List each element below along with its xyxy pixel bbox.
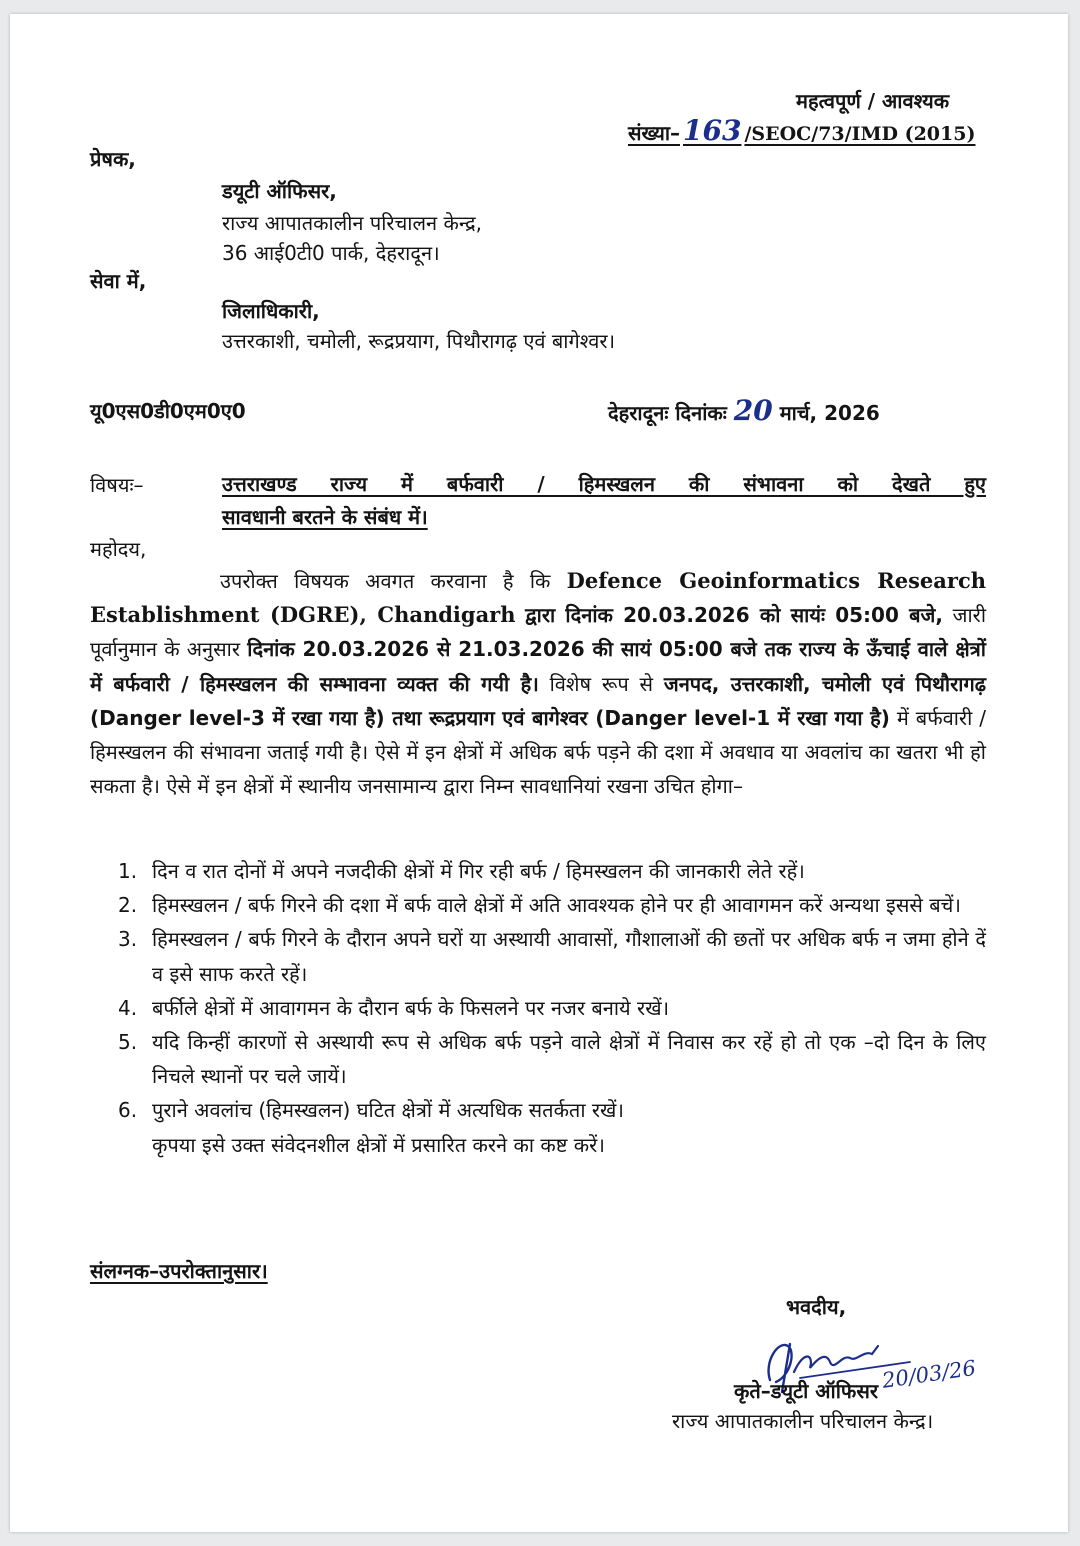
body-especially: विशेष रूप से [549, 671, 654, 696]
ref-suffix: /SEOC/73/IMD (2015) [744, 123, 976, 145]
recipient-districts: उत्तरकाशी, चमोली, रूद्रप्रयाग, पिथौरागढ़ एवं बागेश्वर। [222, 329, 616, 353]
sender-org: राज्य आपातकालीन परिचालन केन्द्र, [222, 211, 483, 235]
sender-title: डयूटी ऑफिसर, [222, 179, 337, 203]
list-item: 2. हिमस्खलन / बर्फ गिरने की दशा में बर्फ वाले क्षेत्रों में अति आवश्यक होने पर ही आवागमन करें अन्यथा इससे बचें। [118, 893, 961, 918]
ref-number-handwritten: 163 [683, 114, 742, 147]
salutation: महोदय, [90, 537, 147, 561]
priority-label: महत्वपूर्ण / आवश्यक [796, 89, 950, 113]
date-day-handwritten: 20 [733, 394, 773, 427]
recipient-title: जिलाधिकारी, [222, 299, 320, 323]
list-item: 5. यदि किन्हीं कारणों से अस्थायी रूप से अधिक बर्फ पड़ने वाले क्षेत्रों में निवास कर रहें हो तो एक –दो दिन के लिए निचले स्थानों पर चले जायें। [118, 1030, 986, 1089]
ref-prefix: संख्या– [628, 121, 680, 145]
precautions-list [118, 854, 986, 1162]
list-item: 3. हिमस्खलन / बर्फ गिरने के दौरान अपने घरों या अस्थायी आवासों, गौशालाओं की छतों पर अधिक बर्फ न जमा होने दें व इसे साफ करते रहें। [118, 927, 986, 986]
signatory-designation: कृते–डयूटी ऑफिसर [734, 1379, 879, 1403]
yours-faithfully: भवदीय, [786, 1295, 847, 1319]
body-forecast-intro: जारी पूर्वानुमान के अनुसार [90, 603, 987, 662]
closing-request: कृपया इसे उक्त संवेदनशील क्षेत्रों में प्रसारित करने का कष्ट करें। [152, 1132, 605, 1157]
recipient-label: सेवा में, [90, 269, 147, 293]
list-item: 6. पुराने अवलांच (हिमस्खलन) घटित क्षेत्रों में अत्यधिक सतर्कता रखें। [118, 1098, 624, 1123]
department-code: यू0एस0डी0एम0ए0 [90, 399, 246, 423]
signature-date: 20/03/26 [880, 1355, 978, 1393]
subject-line-2: सावधानी बरतने के संबंध में। [222, 505, 428, 529]
subject-label: विषयः– [90, 473, 144, 497]
body-organisation: Defence Geoinformatics Research Establishment (DGRE), Chandigarh [90, 568, 986, 628]
letter-page [10, 14, 1068, 1532]
body-paragraph [90, 564, 986, 803]
sender-label: प्रेषक, [90, 147, 136, 171]
list-item: 4. बर्फीले क्षेत्रों में आवागमन के दौरान बर्फ के फिसलने पर नजर बनाये रखें। [118, 995, 670, 1020]
subject-line-1: उत्तराखण्ड राज्य में बर्फवारी / हिमस्खलन की संभावना को देखते हुए [222, 472, 986, 496]
date-prefix: देहरादूनः दिनांकः [608, 401, 727, 425]
date-rest: मार्च, 2026 [779, 401, 880, 425]
reference-number [628, 114, 975, 151]
enclosure-note: संलग्नक–उपरोक्तानुसार। [90, 1259, 268, 1283]
list-item: 1. दिन व रात दोनों में अपने नजदीकी क्षेत्रों में गिर रही बर्फ / हिमस्खलन की जानकारी लेते रहें। [118, 859, 805, 883]
body-issue-date: द्वारा दिनांक 20.03.2026 को सायंः 05:00 बजे, [525, 603, 943, 628]
signatory-org: राज्य आपातकालीन परिचालन केन्द्र। [672, 1409, 934, 1433]
place-date [608, 394, 880, 430]
body-intro: उपरोक्त विषयक अवगत करवाना है कि [220, 569, 551, 593]
subject-text [222, 468, 986, 534]
sender-address: 36 आई0टी0 पार्क, देहरादून। [222, 241, 440, 265]
body-danger-levels: जनपद, उत्तरकाशी, चमोली एवं पिथौरागढ़ (Danger level-3 में रखा गया है) तथा रूद्रप्रयाग एवं बागेश्वर (Danger level-1 में रखा गया है) [90, 671, 986, 730]
body-advisory: में बर्फवारी / हिमस्खलन की संभावना जताई गयी है। ऐसे में इन क्षेत्रों में अधिक बर्फ पड़ने की दशा में अवधाव या अवलांच का खतरा भी हो सकता है। ऐसे में इन क्षेत्रों में स्थानीय जनसामान्य द्वारा निम्न सावधानियां रखना उचित होगा– [90, 705, 986, 799]
body-forecast-window: दिनांक 20.03.2026 से 21.03.2026 की सायं 05:00 बजे तक राज्य के ऊँचाई वाले क्षेत्रों में बर्फवारी / हिमस्खलन की सम्भावना व्यक्त की गयी है। [90, 637, 986, 696]
